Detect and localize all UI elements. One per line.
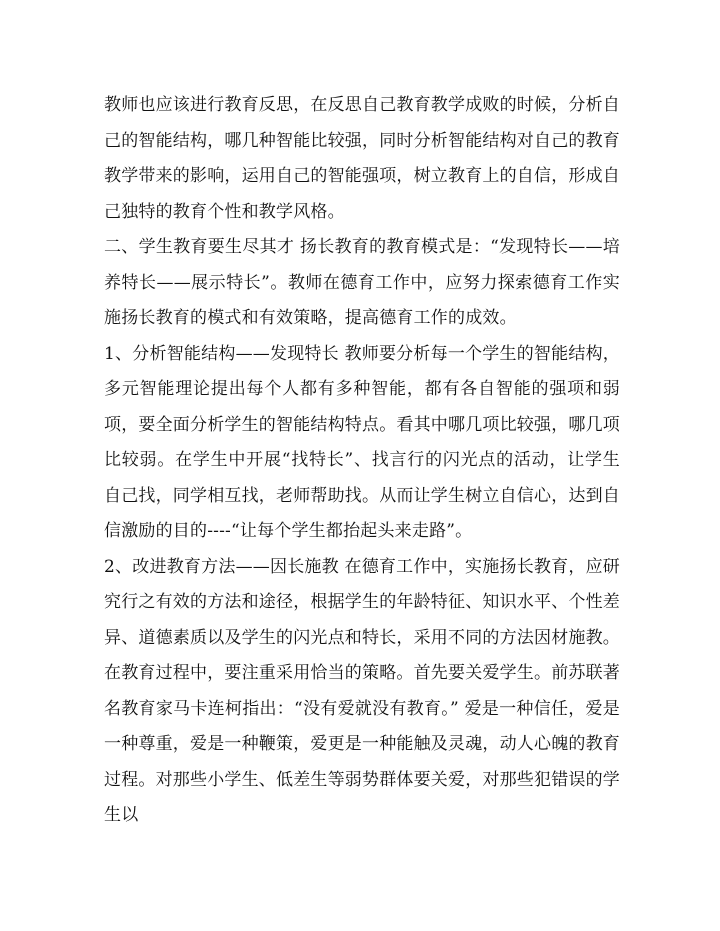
- paragraph: 在教育过程中，要注重采用恰当的策略。首先要关爱学生。前苏联著名教育家马卡连柯指出：“没有爱就没有教育。” 爱是一种信任，爱是一种尊重，爱是一种鞭策，爱更是一种能触及灵魂，动人心魄的教育过程。对那些小学生、低差生等弱势群体要关爱，对那些犯错误的学生以: [104, 663, 620, 825]
- paragraph: 教师也应该进行教育反思，在反思自己教育教学成败的时候，分析自己的智能结构，哪几种智能比较强，同时分析智能结构对自己的教育教学带来的影响，运用自己的智能强项，树立教育上的自信，形成自己独特的教育个性和教学风格。: [104, 95, 620, 222]
- document-body: [104, 88, 620, 834]
- paragraph: 2、改进教育方法——因长施教 在德育工作中，实施扬长教育，应研究行之有效的方法和途径，根据学生的年龄特征、知识水平、个性差异、道德素质以及学生的闪光点和特长，采用不同的方法因材施教。: [104, 556, 620, 648]
- paragraph: 二、学生教育要生尽其才 扬长教育的教育模式是：“发现特长——培养特长——展示特长”。教师在德育工作中，应努力探索德育工作实施扬长教育的模式和有效策略，提高德育工作的成效。: [104, 237, 620, 328]
- paragraph: 1、分析智能结构——发现特长 教师要分析每一个学生的智能结构，多元智能理论提出每个人都有多种智能，都有各自智能的强项和弱项，要全面分析学生的智能结构特点。看其中哪几项比较强，哪几项比较弱。在学生中开展“找特长”、找言行的闪光点的活动，让学生自己找，同学相互找，老师帮助找。从而让学生树立自信心，达到自信激励的目的----“让每个学生都抬起头来走路”。: [104, 343, 620, 541]
